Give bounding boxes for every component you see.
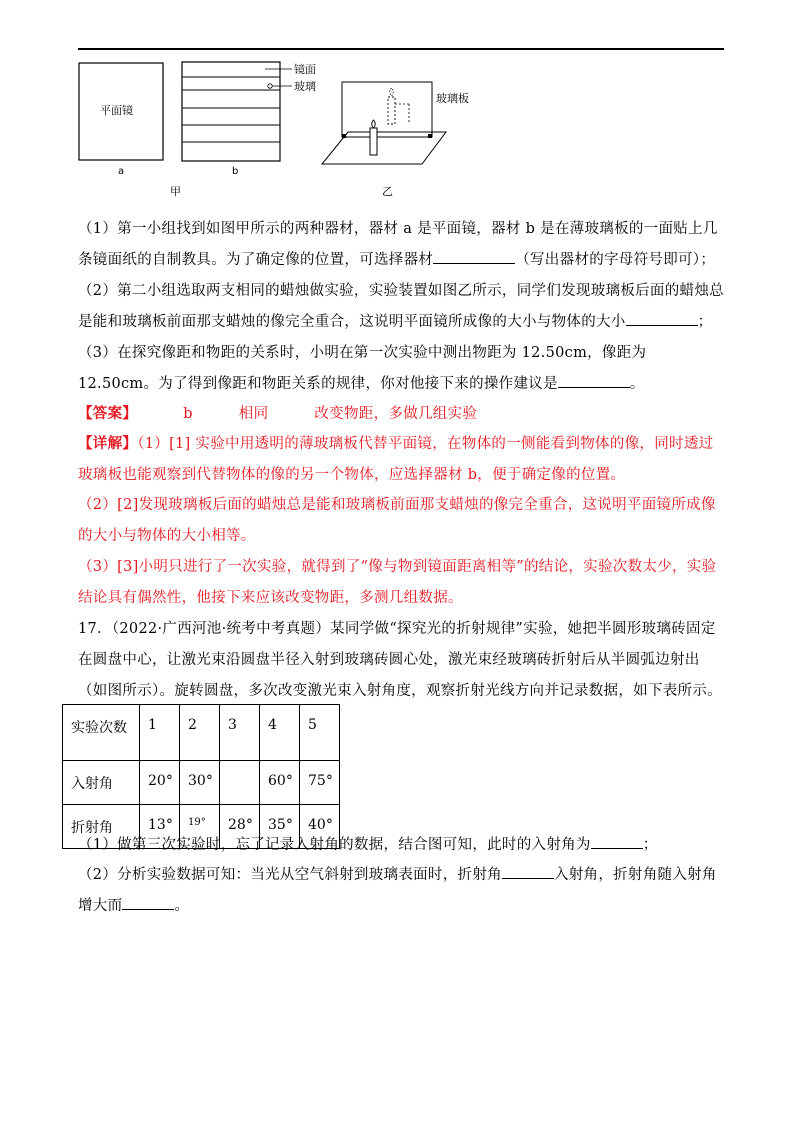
header-rule [78, 48, 724, 50]
label-b: b [232, 166, 239, 177]
incident-5: 75° [300, 761, 340, 805]
refraction-3: 28° [220, 805, 260, 849]
table-row [63, 761, 340, 805]
question-17-2 [78, 860, 726, 922]
refraction-5: 40° [300, 805, 340, 849]
q17-1-text-2: ； [642, 837, 658, 853]
q17-2-text-2: 入射角，折射角随入射角增大而 [78, 867, 717, 914]
detail-1 [78, 428, 726, 491]
q2-text-2: ； [697, 314, 713, 330]
detail-3 [78, 552, 726, 614]
q1-blank[interactable] [433, 245, 515, 264]
row-header-refraction: 折射角 [63, 805, 140, 849]
glass-plate [342, 82, 432, 137]
q17-2-blank-1[interactable] [502, 860, 554, 879]
answer-2: 相同 [238, 406, 269, 422]
col-1: 1 [140, 705, 180, 761]
question-3 [78, 338, 726, 400]
col-4: 4 [260, 705, 300, 761]
q1-text-1: （1）第一小组找到如图甲所示的两种器材，器材 a 是平面镜，器材 b 是在薄玻璃板的一面贴上几条镜面纸的自制教具。为了确定像的位置，可选择器材 [78, 221, 718, 268]
col-5: 5 [300, 705, 340, 761]
q3-text-1: （3）在探究像距和物距的关系时，小明在第一次实验中测出物距为 12.50cm，像距为 12.50cm。为了得到像距和物距关系的规律，你对他接下来的操作建议是 [78, 345, 647, 392]
q17-2-text-1: （2）分析实验数据可知：当光从空气斜射到玻璃表面时，折射角 [78, 867, 502, 883]
q2-text-1: （2）第二小组选取两支相同的蜡烛做实验，实验装置如图乙所示，同学们发现玻璃板后面的蜡烛总是能和玻璃板前面那支蜡烛的像完全重合，这说明平面镜所成像的大小与物体的大小 [78, 283, 724, 330]
question-17-1 [78, 830, 726, 861]
label-a: a [118, 166, 125, 177]
label-glass: 玻璃 [294, 80, 316, 93]
row-header-incident: 入射角 [63, 761, 140, 805]
incident-3 [220, 761, 260, 805]
q17-2-blank-2[interactable] [122, 891, 174, 910]
col-3: 3 [220, 705, 260, 761]
answer-3: 改变物距，多做几组实验 [314, 406, 478, 422]
answer-1: b [183, 406, 193, 422]
candle-front [370, 128, 377, 155]
detail-p3: （3）[3]小明只进行了一次实验，就得到了“像与物到镜面距离相等”的结论，实验次数太少，实验结论具有偶然性，他接下来应该改变物距，多测几组数据。 [78, 559, 717, 606]
detail-p2: （2）[2]发现玻璃板后面的蜡烛总是能和玻璃板前面那支蜡烛的像完全重合，这说明平面镜所成像的大小与物体的大小相等。 [78, 497, 716, 544]
label-mirror-surface: 镜面 [294, 63, 316, 76]
answer-line [78, 398, 726, 430]
plane-mirror-label: 平面镜 [100, 104, 133, 117]
label-glass-plate: 玻璃板 [436, 92, 469, 105]
table-row [63, 705, 340, 761]
question-1 [78, 214, 726, 276]
refraction-1: 13° [140, 805, 180, 849]
label-yi: 乙 [382, 185, 393, 198]
q2-blank[interactable] [626, 307, 698, 326]
q17-2-text-3: 。 [174, 898, 190, 914]
candle-back-image [388, 97, 395, 124]
q17-1-blank[interactable] [591, 830, 643, 849]
q1-text-2: （写出器材的字母符号即可）； [515, 252, 716, 268]
detail-p1: （1）[1] 实验中用透明的薄玻璃板代替平面镜，在物体的一侧能看到物体的像，同时透过玻璃板也能观察到代替物体的像的另一个物体，应选择器材 b，便于确定像的位置。 [78, 436, 714, 483]
incident-1: 20° [140, 761, 180, 805]
question-2 [78, 276, 726, 338]
incident-4: 60° [260, 761, 300, 805]
question-17 [78, 614, 726, 707]
mirror-strip-lines [182, 77, 280, 142]
q3-text-2: 。 [629, 376, 645, 392]
detail-2 [78, 490, 726, 552]
row-header-trial: 实验次数 [63, 705, 140, 761]
experiment-figure [60, 52, 580, 202]
q17-1-text-1: （1）做第三次实验时，忘了记录入射角的数据，结合图可知，此时的入射角为 [78, 837, 591, 853]
q3-blank[interactable] [558, 369, 630, 388]
answer-label: 【答案】 [78, 405, 138, 422]
refraction-2: 19° [180, 805, 220, 849]
refraction-4: 35° [260, 805, 300, 849]
data-table [62, 704, 340, 849]
col-2: 2 [180, 705, 220, 761]
q17-text: 17．（2022·广西河池·统考中考真题）某同学做“探究光的折射规律”实验，她把半圆形玻璃砖固定在圆盘中心，让激光束沿圆盘半径入射到玻璃砖圆心处，激光束经玻璃砖折射后从半圆弧边射出（如图所示）。旋转圆盘，多次改变激光束入射角度，观察折射光线方向并记录数据，如下表所示。 [78, 621, 722, 699]
label-jia: 甲 [170, 185, 181, 198]
incident-2: 30° [180, 761, 220, 805]
detail-label: 【详解】 [78, 435, 138, 452]
